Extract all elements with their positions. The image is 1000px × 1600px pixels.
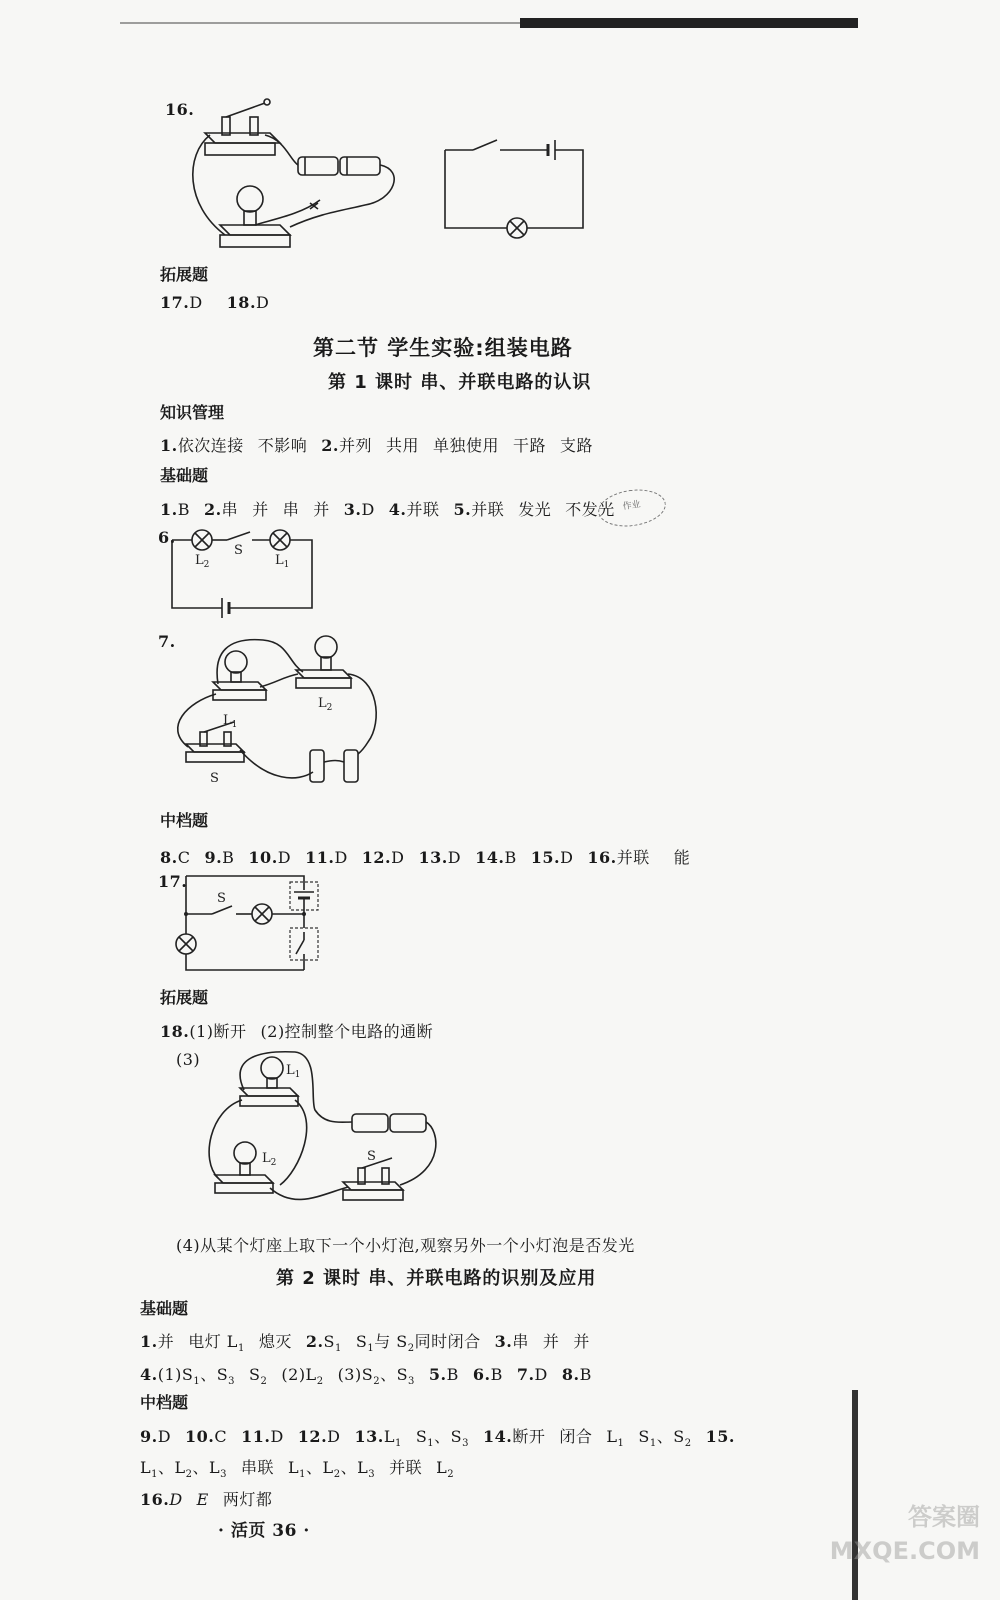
section-zhongdang-2: 中档题 [140, 1393, 189, 1412]
top-bar [520, 18, 858, 28]
lesson1-title: 第 1 课时 串、并联电路的认识 [328, 372, 592, 393]
q18-4: (4)从某个灯座上取下一个小灯泡,观察另外一个小灯泡是否发光 [176, 1236, 635, 1255]
q7-s-label: S [210, 771, 219, 786]
section-tuozhan-2: 拓展题 [160, 988, 209, 1007]
q6-schematic [172, 532, 322, 612]
q7-l1-label: $L_1$ [223, 713, 238, 730]
margin-strip [852, 1390, 858, 1600]
jichu-answers-1: 1.B 2.串 并 串 并 3.D 4.并联 5.并联 发光 不发光 [160, 500, 615, 519]
section-zhongdang-1: 中档题 [160, 811, 209, 830]
q18-s-label: S [367, 1149, 376, 1164]
page-number: · 活页 36 · [218, 1521, 310, 1541]
section-jichu-1: 基础题 [160, 466, 209, 485]
q16-schematic [445, 130, 595, 240]
q18-line1: 18.(1)断开 (2)控制整个电路的通断 [160, 1022, 434, 1041]
q7-physical-circuit [168, 632, 398, 792]
zhongdang-answers-2a: 9.D 10.C 11.D 12.D $13.L_1$ $S_1$、$S_3$ 14.断开 闭合 $L_1$ $S_1$、$S_2$ 15. [140, 1427, 735, 1450]
jichu-answers-2b: $4.(1)S_1$、$S_3$ $S_2$ $(2)L_2$ $(3)S_2$、$S_3$ 5.B 6.B 7.D 8.B [140, 1365, 592, 1388]
q6-l1-label: $L_1$ [275, 553, 290, 570]
q6-s-label: S [234, 543, 243, 558]
section-title: 第二节 学生实验:组装电路 [313, 336, 573, 360]
lesson2-title: 第 2 课时 串、并联电路的识别及应用 [276, 1268, 597, 1289]
watermark: 答案圈 MXQE.COM [829, 1503, 980, 1565]
q16-physical-circuit [180, 95, 410, 255]
q17-s-label: S [217, 891, 226, 906]
q18-l2-label: $L_2$ [262, 1151, 277, 1168]
q17-schematic [172, 876, 322, 976]
q6-label: 6. [158, 528, 176, 547]
section-jichu-2: 基础题 [140, 1299, 189, 1318]
q7-label: 7. [158, 632, 176, 651]
jichu-answers-2a: 1.并 电灯 $L_1$ 熄灭 $2.S_1$ $S_1$与 $S_2$同时闭合 3.串 并 并 [140, 1332, 590, 1355]
zhongdang-answers-1: 8.C 9.B 10.D 11.D 12.D 13.D 14.B 15.D 16.并联 能 [160, 848, 691, 867]
q6-l2-label: $L_2$ [195, 553, 210, 570]
q17-label: 17. [158, 872, 188, 891]
stamp [596, 485, 668, 530]
q18-3-physical-circuit [200, 1050, 450, 1210]
zhongdang-answers-2b: $L_1$、$L_2$、$L_3$ 串联 $L_1$、$L_2$、$L_3$ 并联 $L_2$ [140, 1458, 455, 1481]
answers-17-18: 17.D 18.D [160, 293, 270, 312]
top-bar-thin [120, 22, 520, 24]
section-zhishi: 知识管理 [160, 403, 225, 422]
zhishi-answers: 1.依次连接 不影响 2.并列 共用 单独使用 干路 支路 [160, 436, 594, 455]
section-tuozhan-1: 拓展题 [160, 265, 209, 284]
q16-label: 16. [165, 100, 195, 119]
zhongdang-answers-2c: 16.D E 两灯都 [140, 1490, 273, 1509]
stamp-text: 作业 [622, 499, 642, 513]
q7-l2-label: $L_2$ [318, 696, 333, 713]
q18-3-label: (3) [176, 1050, 201, 1069]
q18-l1-label: $L_1$ [286, 1063, 301, 1080]
